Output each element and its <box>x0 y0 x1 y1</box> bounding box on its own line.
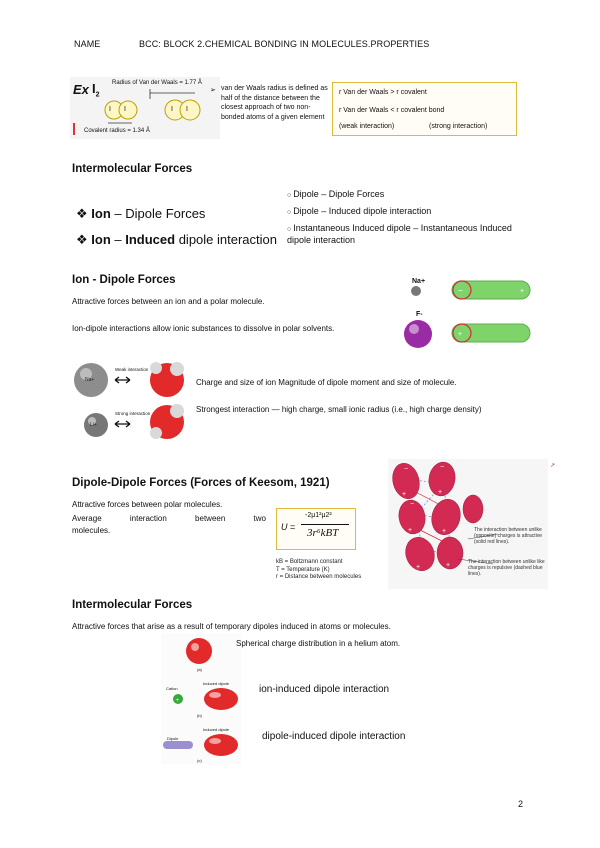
svg-text:+: + <box>438 489 443 496</box>
small-mark: ↗ <box>550 463 556 469</box>
section-title-ion-dipole: Ion - Dipole Forces <box>72 274 176 286</box>
list-item: ○ Instantaneous Induced dipole – Instantaneous Induced dipole interaction <box>287 223 512 245</box>
svg-text:−: − <box>404 466 409 473</box>
ion-dipole-solvents: Ion-dipole interactions allow ionic substances to dissolve in polar solvents. <box>72 324 335 333</box>
vdw-definition: van der Waals radius is defined as half of the distance between the closest approach of two non-bonded atoms of a given element <box>221 85 328 121</box>
dipole-dipole-definition: Attractive forces between polar molecules. <box>72 500 223 509</box>
svg-text:+: + <box>175 698 180 704</box>
svg-text:+: + <box>458 331 463 338</box>
course-title: BCC: BLOCK 2.CHEMICAL BONDING IN MOLECULES.PROPERTIES <box>139 39 430 49</box>
svg-text:+: + <box>402 491 407 498</box>
formula-legend: kB = Boltzmann constant T = Temperature (K) r = Distance between molecules <box>276 559 362 580</box>
section-title-intermolecular: Intermolecular Forces <box>72 163 193 175</box>
induced-dipole-figure: + (a) Cation Induced dipole (b) Dipole Induced dipole (c) <box>161 634 241 764</box>
ion-size-factors: Charge and size of ion Magnitude of dipole moment and size of molecule. <box>196 378 457 387</box>
vdw-radius-label: Radius of Van der Waals = 1.77 Å <box>112 80 202 86</box>
circle-bullet-icon: ○ <box>287 192 294 199</box>
keesom-formula: U = -2μ1²μ2² 3r⁶kBT <box>276 508 356 550</box>
section-title-induced: Intermolecular Forces <box>72 599 193 611</box>
diamond-bullet-icon: ❖ <box>76 206 92 221</box>
average-interaction-line: Average interaction between two <box>72 514 266 523</box>
molecule-label: $I_2$ <box>92 81 100 99</box>
covalent-radius-label: Covalent radius = 1.34 Å <box>84 128 150 134</box>
dipole-induced-caption: dipole-induced dipole interaction <box>262 731 406 742</box>
svg-text:−: − <box>458 286 463 295</box>
ion-induced-caption: ion-induced dipole interaction <box>259 684 390 695</box>
svg-text:+: + <box>442 528 447 535</box>
svg-text:+: + <box>416 564 421 571</box>
svg-text:−: − <box>410 501 415 508</box>
average-interaction-end: molecules. <box>72 526 111 535</box>
forces-list <box>287 189 517 246</box>
comparison-2: r Van der Waals < r covalent bond <box>339 107 445 114</box>
circle-bullet-icon: ○ <box>287 226 294 233</box>
ion-dipole-definition: Attractive forces between an ion and a polar molecule. <box>72 297 265 306</box>
dipole-dipole-figure: + + + + + + − − − The interaction between unlike (opposite) charges is attractive (solid red lines). The interaction between unlike like charges is repulsive (dashed blue lines). <box>388 459 548 589</box>
diamond-bullet-icon: ❖ <box>76 232 92 247</box>
radius-comparison-box <box>332 82 517 136</box>
hydration-figure: Weak interaction Strong interaction Na+ Li+ <box>70 360 192 442</box>
strongest-interaction: Strongest interaction — high charge, small ionic radius (i.e., high charge density) <box>196 405 482 414</box>
bullet-ion-induced-dipole: ❖ Ion – Induced dipole interaction <box>76 232 277 247</box>
strong-label: (strong interaction) <box>429 123 488 130</box>
list-item: ○ Dipole – Induced dipole interaction <box>287 206 432 216</box>
svg-text:+: + <box>408 527 413 534</box>
svg-text:+: + <box>446 562 451 569</box>
circle-bullet-icon: ○ <box>287 209 294 216</box>
bullet-arrow-icon: ➢ <box>210 87 216 94</box>
induced-definition: Attractive forces that arise as a result of temporary dipoles induced in atoms or molecules. <box>72 622 391 631</box>
weak-label: (weak interaction) <box>339 123 395 130</box>
bullet-ion-dipole: ❖ Ion – Dipole Forces <box>76 206 206 221</box>
example-label: Ex <box>73 82 89 97</box>
name-label: NAME <box>74 39 101 49</box>
helium-caption: Spherical charge distribution in a helium atom. <box>236 639 401 648</box>
svg-text:−: − <box>440 464 445 471</box>
i2-radius-figure: Ex $I_2$ Radius of Van der Waals = 1.77 Å I I I I Covalent radius = 1.34 Å <box>70 77 220 139</box>
comparison-1: r Van der Waals > r covalent <box>339 89 427 96</box>
section-title-dipole-dipole: Dipole-Dipole Forces (Forces of Keesom, 1921) <box>72 477 330 489</box>
svg-text:+: + <box>520 288 525 295</box>
page-number: 2 <box>518 799 524 809</box>
list-item: ○ Dipole – Dipole Forces <box>287 189 385 199</box>
ion-dipole-figure: Na+ F- − + + <box>400 276 535 354</box>
